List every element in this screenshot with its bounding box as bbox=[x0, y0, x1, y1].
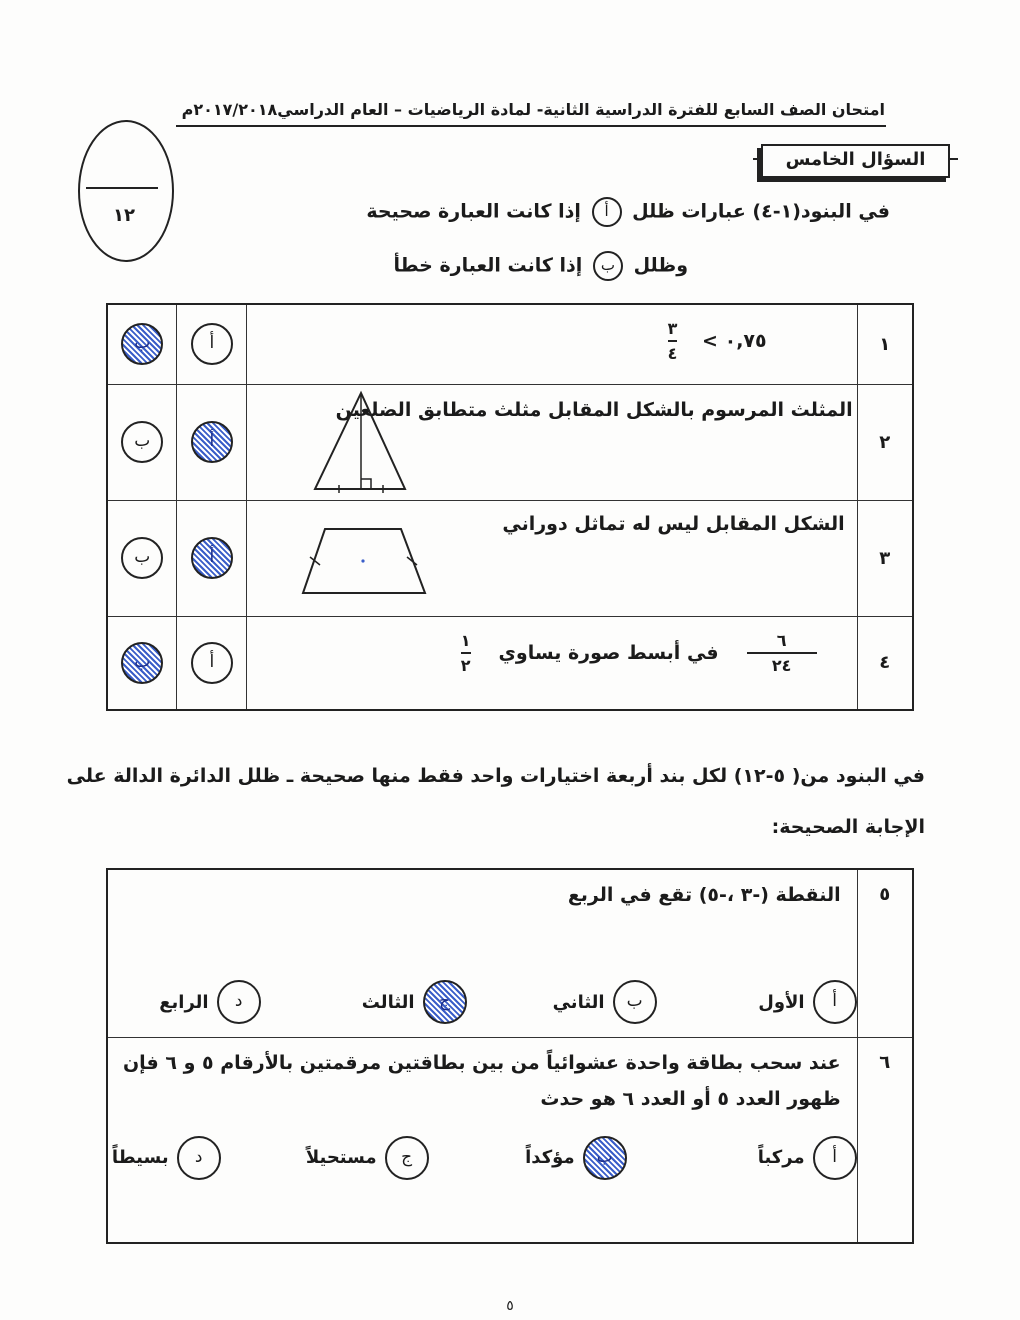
statement-text: < ٠,٧٥ bbox=[702, 329, 767, 352]
option-label: مركباً bbox=[757, 1147, 805, 1168]
item-number: ١ bbox=[857, 304, 913, 384]
option-c[interactable] bbox=[362, 980, 467, 1024]
answer-circle-a[interactable]: أ bbox=[191, 537, 233, 579]
instruction-b-pre: وظلل bbox=[633, 254, 688, 277]
answer-circle-a[interactable]: أ bbox=[191, 642, 233, 684]
option-d[interactable] bbox=[159, 980, 260, 1024]
table-row bbox=[107, 616, 913, 710]
item-number: ٥ bbox=[857, 869, 913, 1037]
fraction-result bbox=[461, 631, 471, 675]
fraction-denominator: ٢ bbox=[460, 655, 471, 675]
answer-circle-a[interactable]: أ bbox=[191, 421, 233, 463]
item-number: ٦ bbox=[857, 1037, 913, 1243]
option-b[interactable] bbox=[553, 980, 657, 1024]
answer-circle-b[interactable]: ب bbox=[121, 421, 163, 463]
statement-text: في أبسط صورة يساوي bbox=[498, 641, 719, 664]
option-circle[interactable]: أ bbox=[813, 980, 857, 1024]
statement-1 bbox=[668, 319, 767, 363]
answer-circle-a[interactable]: أ bbox=[191, 323, 233, 365]
question-cell bbox=[107, 1037, 857, 1243]
part2-instruction-line2: الإجابة الصحيحة: bbox=[771, 816, 925, 838]
multiple-choice-table bbox=[106, 868, 914, 1244]
fraction-denominator: ٤ bbox=[667, 344, 678, 363]
fraction-numerator: ٦ bbox=[776, 630, 787, 650]
score-value: ١٢ bbox=[113, 205, 135, 226]
answer-circle-b[interactable]: ب bbox=[121, 642, 163, 684]
trapezoid-figure bbox=[297, 519, 431, 599]
statement-4 bbox=[461, 631, 817, 675]
isosceles-triangle-figure bbox=[309, 389, 413, 495]
part1-instruction-b bbox=[394, 251, 688, 281]
table-row bbox=[107, 304, 913, 384]
option-label: مستحيلاً bbox=[305, 1147, 377, 1168]
table-row bbox=[107, 384, 913, 500]
option-circle[interactable]: د bbox=[177, 1136, 221, 1180]
option-label: مؤكداً bbox=[525, 1147, 575, 1168]
option-a-cell bbox=[177, 304, 247, 384]
item-number: ٤ bbox=[857, 616, 913, 710]
option-a[interactable] bbox=[758, 1136, 857, 1180]
fraction-numerator: ٣ bbox=[667, 319, 678, 338]
part1-instruction-a bbox=[366, 197, 890, 227]
option-b[interactable] bbox=[525, 1136, 626, 1180]
fraction-bar bbox=[747, 652, 817, 654]
table-row bbox=[107, 1037, 913, 1243]
question-6-line2: ظهور العدد ٥ أو العدد ٦ هو حدث bbox=[540, 1087, 841, 1110]
question-title-box bbox=[758, 140, 958, 178]
score-divider bbox=[86, 187, 158, 189]
statement-cell bbox=[247, 616, 857, 710]
option-circle[interactable]: ب bbox=[583, 1136, 627, 1180]
instruction-b-post: إذا كانت العبارة خطأ bbox=[393, 254, 583, 277]
statement-cell bbox=[247, 384, 857, 500]
option-a[interactable] bbox=[758, 980, 856, 1024]
option-b-cell bbox=[107, 304, 177, 384]
instruction-a-post: إذا كانت العبارة صحيحة bbox=[366, 200, 581, 223]
instruction-a-mark: أ bbox=[592, 197, 622, 227]
exam-header-title: امتحان الصف السابع للفترة الدراسية الثانية- لمادة الرياضيات – العام الدراسي٢٠١٧/٢٠١٨م bbox=[181, 100, 885, 119]
header-underline bbox=[176, 125, 886, 127]
option-label: الثاني bbox=[552, 991, 605, 1013]
statement-3: الشكل المقابل ليس له تماثل دوراني bbox=[502, 512, 845, 535]
question-6-line1: عند سحب بطاقة واحدة عشوائياً من بين بطاقتين مرقمتين بالأرقام ٥ و ٦ فإن bbox=[122, 1051, 841, 1074]
option-circle[interactable]: ج bbox=[385, 1136, 429, 1180]
option-circle[interactable]: د bbox=[217, 980, 261, 1024]
item-number: ٢ bbox=[857, 384, 913, 500]
option-circle[interactable]: ب bbox=[613, 980, 657, 1024]
statement-cell bbox=[247, 500, 857, 616]
option-label: الثالث bbox=[361, 991, 415, 1013]
table-row bbox=[107, 500, 913, 616]
fraction bbox=[747, 631, 817, 675]
page-number: ٥ bbox=[506, 1298, 514, 1314]
option-label: الرابع bbox=[159, 991, 209, 1013]
instruction-b-mark: ب bbox=[593, 251, 623, 281]
answer-circle-b[interactable]: ب bbox=[121, 323, 163, 365]
statement-2: المثلث المرسوم بالشكل المقابل مثلث متطابق الضلعين bbox=[335, 398, 853, 421]
answer-circle-b[interactable]: ب bbox=[121, 537, 163, 579]
fraction bbox=[668, 319, 678, 363]
true-false-table bbox=[106, 303, 914, 711]
option-d[interactable] bbox=[112, 1136, 221, 1180]
option-label: الأول bbox=[758, 991, 805, 1013]
statement-cell bbox=[247, 304, 857, 384]
fraction-numerator: ١ bbox=[460, 630, 471, 650]
question-cell bbox=[107, 869, 857, 1037]
item-number: ٣ bbox=[857, 500, 913, 616]
table-row bbox=[107, 869, 913, 1037]
part2-instruction-line1: في البنود من( ٥-١٢) لكل بند أربعة اختيارات واحد فقط منها صحيحة ـ ظلل الدائرة الدالة على bbox=[66, 765, 925, 787]
fraction-denominator: ٢٤ bbox=[771, 655, 792, 675]
option-circle[interactable]: ج bbox=[423, 980, 467, 1024]
option-circle[interactable]: أ bbox=[813, 1136, 857, 1180]
fraction-bar bbox=[461, 652, 471, 654]
option-c[interactable] bbox=[306, 1136, 429, 1180]
instruction-a-pre: في البنود(١-٤) عبارات ظلل bbox=[632, 200, 890, 223]
question-5-text: النقطة (-٣ ،-٥) تقع في الربع bbox=[567, 884, 841, 906]
option-label: بسيطاً bbox=[111, 1147, 169, 1168]
score-oval bbox=[78, 120, 174, 262]
question-title: السؤال الخامس bbox=[761, 144, 950, 178]
fraction-bar bbox=[668, 340, 678, 342]
